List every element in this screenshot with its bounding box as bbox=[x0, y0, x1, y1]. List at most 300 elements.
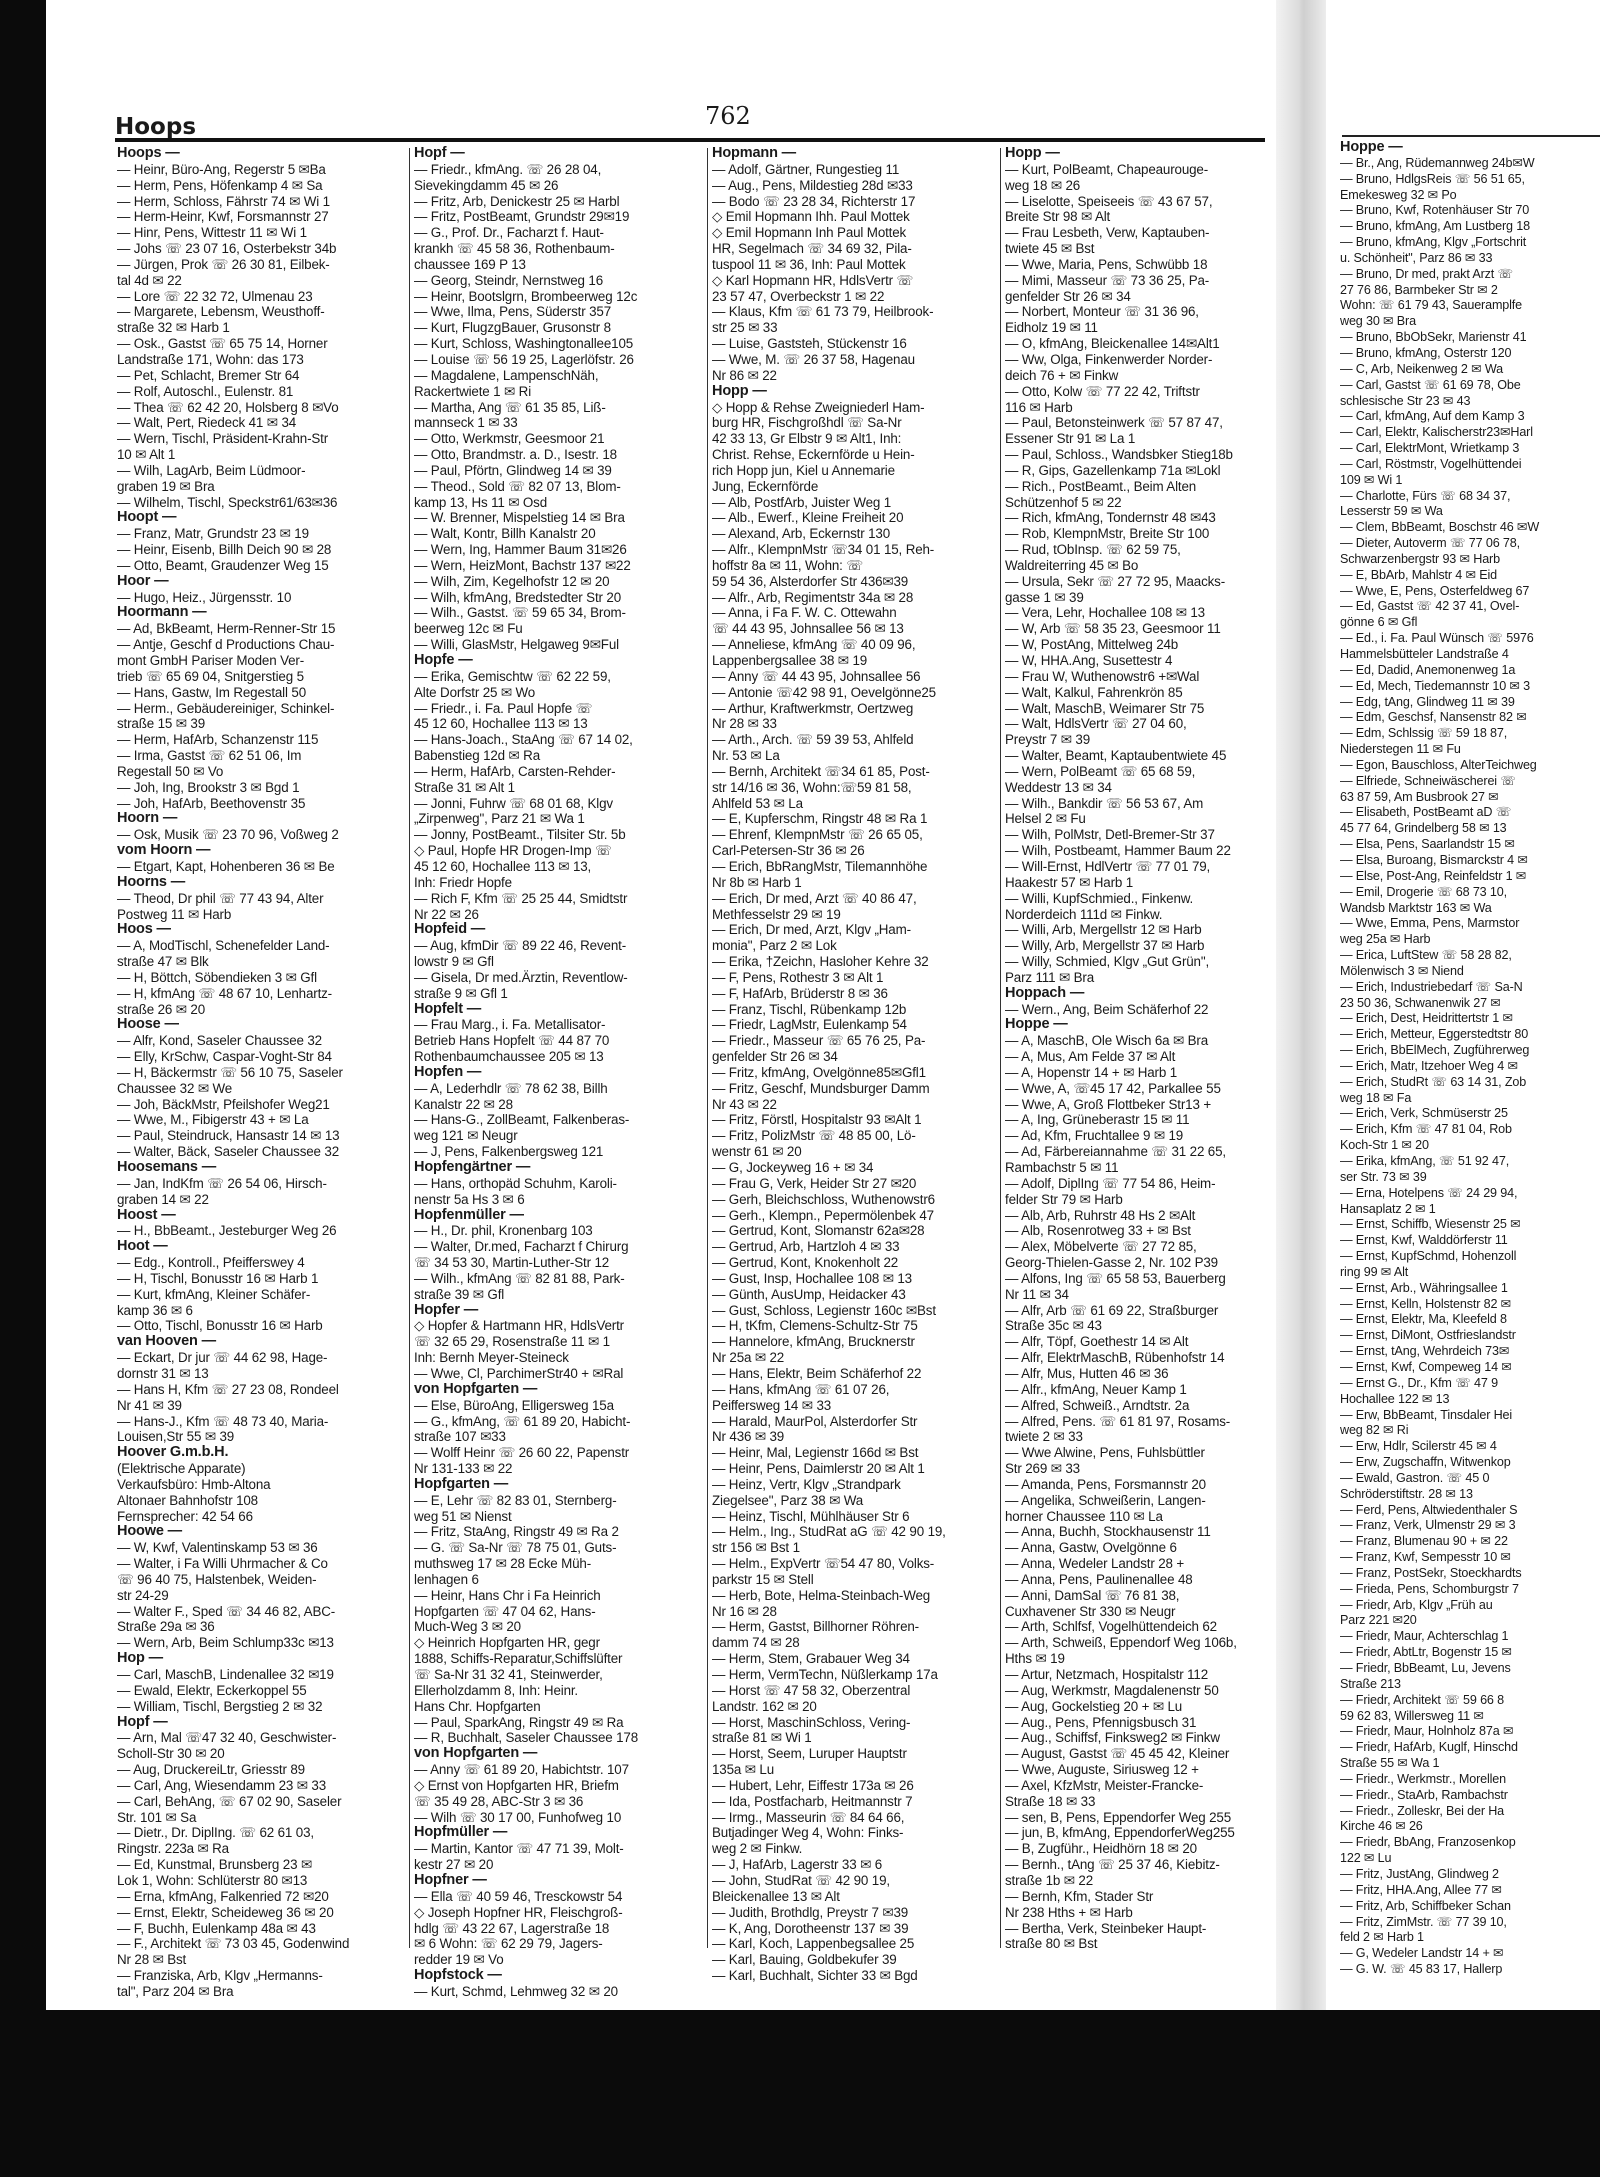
directory-entry-line: schlesische Str 23 ✉ 43 bbox=[1340, 393, 1471, 408]
directory-entry-line: — Willy, Schmied, Klgv „Gut Grün", bbox=[1005, 954, 1210, 970]
directory-entry-line: — Magdalene, LampenschNäh, bbox=[414, 367, 599, 383]
directory-entry-line: — Anni, DamSal ☏ 76 81 38, bbox=[1005, 1587, 1180, 1603]
directory-entry-line: Hopfgarten — bbox=[414, 1476, 509, 1492]
directory-entry-line: — Herm, Schloss, Fährstr 74 ✉ Wi 1 bbox=[117, 193, 330, 209]
directory-entry-line: — Liselotte, Speiseeis ☏ 43 67 57, bbox=[1005, 193, 1213, 209]
directory-entry-line: — Joh, HafArb, Beethovenstr 35 bbox=[117, 795, 306, 811]
directory-entry-line: — Alfred, Schweiß., Arndtstr. 2a bbox=[1005, 1397, 1190, 1413]
directory-entry-line: — H, Bäckermstr ☏ 56 10 75, Saseler bbox=[117, 1064, 343, 1080]
directory-entry-line: — William, Tischl, Bergstieg 2 ✉ 32 bbox=[117, 1698, 323, 1714]
page-number: 762 bbox=[705, 102, 751, 130]
directory-entry-line: — W. Brenner, Mispelstieg 14 ✉ Bra bbox=[414, 510, 625, 526]
directory-entry-line: hdlg ☏ 43 22 67, Lagerstraße 18 bbox=[414, 1920, 610, 1936]
directory-entry-line: — Gertrud, Arb, Hartzloh 4 ✉ 33 bbox=[712, 1239, 900, 1255]
directory-entry-line: — Erw, Zugschaffn, Witwenkop bbox=[1340, 1455, 1511, 1470]
header-rule bbox=[115, 138, 1265, 142]
directory-entry-line: — O, kfmAng, Bleickenallee 14✉Alt1 bbox=[1005, 336, 1220, 352]
directory-entry-line: — Carl, ElektrMont, Wrietkamp 3 bbox=[1340, 441, 1520, 456]
directory-entry-line: Alte Dorfstr 25 ✉ Wo bbox=[414, 684, 536, 700]
directory-entry-line: — Friedr, Maur, Achterschlag 1 bbox=[1340, 1629, 1509, 1644]
directory-entry-line: ◇ Emil Hopmann Ihh. Paul Mottek bbox=[712, 209, 910, 225]
directory-entry-line: weg 2 ✉ Finkw. bbox=[712, 1841, 803, 1857]
directory-entry-line: — Walter, Beamt, Kaptaubentwiete 45 bbox=[1005, 748, 1227, 764]
directory-entry-line: — Ernst, Elektr, Ma, Kleefeld 8 bbox=[1340, 1312, 1507, 1327]
directory-entry-line: — Anna, Pens, Paulinenallee 48 bbox=[1005, 1571, 1193, 1587]
directory-entry-line: weg 51 ✉ Nienst bbox=[414, 1508, 512, 1524]
directory-entry-line: — Herm., Gebäudereiniger, Schinkel- bbox=[117, 700, 335, 716]
directory-entry-line: — Aug., Pens, Mildestieg 28d ✉33 bbox=[712, 177, 913, 193]
directory-entry-line: lowstr 9 ✉ Gfl bbox=[414, 954, 494, 970]
directory-entry-line: — Helm., Ing., StudRat aG ☏ 42 90 19, bbox=[712, 1524, 946, 1540]
directory-entry-line: — Heinr, Pens, Daimlerstr 20 ✉ Alt 1 bbox=[712, 1461, 925, 1477]
directory-entry-line: — Otto, Brandmstr. a. D., Isestr. 18 bbox=[414, 447, 617, 463]
directory-entry-line: — A, MaschB, Ole Wisch 6a ✉ Bra bbox=[1005, 1033, 1209, 1049]
directory-entry-line: Wohn: ☏ 61 79 43, Saueramplfe bbox=[1340, 298, 1522, 313]
directory-entry-line: — Ed, Gastst ☏ 42 37 41, Ovel- bbox=[1340, 599, 1520, 614]
directory-entry-line: — Kurt, Schmd, Lehmweg 32 ✉ 20 bbox=[414, 1983, 618, 1999]
directory-entry-line: 23 57 47, Overbeckstr 1 ✉ 22 bbox=[712, 288, 885, 304]
directory-entry-line: — Wilh, Postbeamt, Hammer Baum 22 bbox=[1005, 843, 1231, 859]
adjacent-page-column bbox=[1340, 140, 1598, 1978]
directory-entry-line: — Ewald, Elektr, Eckerkoppel 55 bbox=[117, 1682, 307, 1698]
directory-entry-line: — G., kfmAng, ☏ 61 89 20, Habicht- bbox=[414, 1413, 631, 1429]
directory-entry-line: weg 30 ✉ Bra bbox=[1340, 314, 1416, 329]
directory-entry-line: — Artur, Netzmach, Hospitalstr 112 bbox=[1005, 1667, 1209, 1682]
directory-entry-line: Ringstr. 223a ✉ Ra bbox=[117, 1841, 229, 1857]
directory-entry-line: — Erich, BbRangMstr, Tilemannhöhe bbox=[712, 858, 928, 874]
directory-entry-line: weg 25a ✉ Harb bbox=[1340, 932, 1431, 947]
directory-entry-line: Straße 213 bbox=[1340, 1676, 1401, 1691]
directory-entry-line: 45 12 60, Hochallee 113 ✉ 13, bbox=[414, 858, 592, 874]
directory-entry-line: — Ed, Mech, Tiedemannstr 10 ✉ 3 bbox=[1340, 678, 1530, 693]
directory-entry-line: Hoover G.m.b.H. bbox=[117, 1445, 229, 1461]
directory-entry-line: van Hooven — bbox=[117, 1334, 216, 1350]
directory-column-1 bbox=[117, 146, 399, 2000]
directory-entry-line: Nr. 53 ✉ La bbox=[712, 748, 780, 764]
directory-entry-line: — Erich, Dr med, Arzt, Klgv „Ham- bbox=[712, 922, 911, 938]
directory-entry-line: — F., Architekt ☏ 73 03 45, Godenwind bbox=[117, 1936, 350, 1952]
directory-entry-line: graben 14 ✉ 22 bbox=[117, 1191, 209, 1207]
directory-entry-line: Hoopt — bbox=[117, 510, 177, 526]
directory-entry-line: Hoos — bbox=[117, 922, 171, 938]
column-divider bbox=[707, 148, 708, 1948]
directory-entry-line: — A, Mus, Am Felde 37 ✉ Alt bbox=[1005, 1049, 1176, 1065]
directory-entry-line: straße 39 ✉ Gfl bbox=[414, 1286, 505, 1302]
directory-entry-line: — Friedr., i. Fa. Paul Hopfe ☏ bbox=[414, 700, 593, 716]
directory-entry-line: — Elsa, Pens, Saarlandstr 15 ✉ bbox=[1340, 837, 1515, 852]
directory-entry-line: — Ernst, DiMont, Ostfrieslandstr bbox=[1340, 1328, 1516, 1343]
column-divider bbox=[409, 148, 410, 1948]
directory-entry-line: — H, kfmAng ☏ 48 67 10, Lenhartz- bbox=[117, 985, 332, 1001]
adjacent-page bbox=[1330, 130, 1600, 2010]
directory-entry-line: Hop — bbox=[117, 1651, 163, 1667]
directory-entry-line: — Frau Lesbeth, Verw, Kaptauben- bbox=[1005, 225, 1210, 241]
directory-entry-line: weg 121 ✉ Neugr bbox=[414, 1128, 518, 1144]
directory-entry-line: rich Hopp jun, Kiel u Annemarie bbox=[712, 462, 895, 478]
directory-entry-line: graben 19 ✉ Bra bbox=[117, 478, 215, 494]
directory-entry-line: ☏ 44 43 95, Johnsallee 56 ✉ 13 bbox=[712, 621, 904, 637]
directory-entry-line: Regestall 50 ✉ Vo bbox=[117, 763, 224, 779]
directory-entry-line: hoffstr 8a ✉ 11, Wohn: ☏ bbox=[712, 557, 863, 573]
directory-entry-line: — Erich, BbElMech, Zugführerweg bbox=[1340, 1043, 1530, 1058]
directory-entry-line: — Walter F., Sped ☏ 34 46 82, ABC- bbox=[117, 1603, 336, 1619]
directory-entry-line: — E, BbArb, Mahlstr 4 ✉ Eid bbox=[1340, 567, 1497, 582]
directory-entry-line: — Alfr., KlempnMstr ☏34 01 15, Reh- bbox=[712, 542, 935, 558]
directory-entry-line: Rothenbaumchaussee 205 ✉ 13 bbox=[414, 1049, 604, 1065]
directory-entry-line: — Ad, Färbereiannahme ☏ 31 22 65, bbox=[1005, 1144, 1226, 1160]
directory-entry-line: gasse 1 ✉ 39 bbox=[1005, 589, 1084, 605]
directory-entry-line: — Wwe, Ilma, Pens, Süderstr 357 bbox=[414, 304, 612, 320]
directory-entry-line: — Friedr., Werkmstr., Morellen bbox=[1340, 1771, 1507, 1786]
directory-entry-line: — Aug, DruckereiLtr, Griesstr 89 bbox=[117, 1762, 305, 1778]
directory-entry-line: — Friedr., Masseur ☏ 65 76 25, Pa- bbox=[712, 1033, 926, 1049]
directory-entry-line: — Heinr, Bootslgrn, Brombeerweg 12c bbox=[414, 288, 638, 304]
directory-entry-line: — Otto, Kolw ☏ 77 22 42, Triftstr bbox=[1005, 383, 1200, 399]
directory-entry-line: — E, Kupferschm, Ringstr 48 ✉ Ra 1 bbox=[712, 811, 928, 827]
directory-entry-line: — Erich, Metteur, Eggerstedtstr 80 bbox=[1340, 1027, 1529, 1042]
directory-entry-line: — Ed, Dadid, Anemonenweg 1a bbox=[1340, 662, 1516, 677]
directory-entry-line: — G, Jockeyweg 16 + ✉ 34 bbox=[712, 1160, 874, 1175]
directory-entry-line: — G. ☏ Sa-Nr ☏ 78 75 01, Guts- bbox=[414, 1540, 617, 1556]
directory-entry-line: ◇ Hopfer & Hartmann HR, HdlsVertr bbox=[414, 1318, 624, 1334]
directory-entry-line: — Theod., Sold ☏ 82 07 13, Blom- bbox=[414, 478, 621, 494]
directory-entry-line: — Theod, Dr phil ☏ 77 43 94, Alter bbox=[117, 890, 324, 906]
directory-entry-line: — Friedr, LagMstr, Eulenkamp 54 bbox=[712, 1017, 907, 1033]
directory-entry-line: — Alfr, Mus, Hutten 46 ✉ 36 bbox=[1005, 1365, 1169, 1381]
directory-entry-line: — Rich, kfmAng, Tondernstr 48 ✉43 bbox=[1005, 510, 1216, 526]
directory-entry-line: Nr 16 ✉ 28 bbox=[712, 1603, 777, 1619]
directory-entry-line: — Arn, Mal ☏47 32 40, Geschwister- bbox=[117, 1730, 337, 1746]
directory-entry-line: — Louise ☏ 56 19 25, Lagerlöfstr. 26 bbox=[414, 351, 634, 367]
directory-entry-line: Nr 131-133 ✉ 22 bbox=[414, 1461, 513, 1477]
directory-entry-line: — Heinr, Mal, Legienstr 166d ✉ Bst bbox=[712, 1445, 919, 1461]
directory-entry-line: — Carl, Röstmstr, Vogelhüttendei bbox=[1340, 456, 1522, 471]
directory-entry-line: felder Str 79 ✉ Harb bbox=[1005, 1191, 1123, 1207]
directory-entry-line: — Otto, Werkmstr, Geesmoor 21 bbox=[414, 431, 605, 447]
directory-entry-line: Lappenbergsallee 38 ✉ 19 bbox=[712, 653, 868, 668]
directory-entry-line: — Erich, StudRt ☏ 63 14 31, Zob bbox=[1340, 1074, 1527, 1089]
directory-entry-line: monia", Parz 2 ✉ Lok bbox=[712, 938, 837, 954]
directory-entry-line: — Aug, Werkmstr, Magdalenenstr 50 bbox=[1005, 1682, 1219, 1698]
directory-entry-line: — Antonie ☏42 98 91, Oevelgönne25 bbox=[712, 684, 936, 700]
directory-entry-line: — Bruno, HdlgsReis ☏ 56 51 65, bbox=[1340, 171, 1525, 186]
directory-entry-line: — Walt, HdlsVertr ☏ 27 04 60, bbox=[1005, 716, 1187, 732]
directory-entry-line: — Anny ☏ 61 89 20, Habichtstr. 107 bbox=[414, 1762, 629, 1778]
directory-entry-line: — Franz, Verk, Ulmenstr 29 ✉ 3 bbox=[1340, 1518, 1516, 1533]
directory-entry-line: — A, ModTischl, Schenefelder Land- bbox=[117, 938, 330, 954]
directory-entry-line: twiete 2 ✉ 33 bbox=[1005, 1429, 1083, 1445]
directory-entry-line: — Martin, Kantor ☏ 47 71 39, Molt- bbox=[414, 1841, 624, 1857]
directory-entry-line: — Paul, SparkAng, Ringstr 49 ✉ Ra bbox=[414, 1714, 624, 1730]
directory-entry-line: — Wwe, M., Fibigerstr 43 + ✉ La bbox=[117, 1112, 309, 1128]
directory-entry-line: — Karl, Koch, Lappenbegsallee 25 bbox=[712, 1936, 915, 1952]
directory-entry-line: — Walt, Kalkul, Fahrenkrön 85 bbox=[1005, 684, 1183, 700]
directory-entry-line: — Alfr, Arb ☏ 61 69 22, Straßburger bbox=[1005, 1302, 1219, 1318]
directory-entry-line: Jung, Eckernförde bbox=[712, 478, 819, 494]
directory-entry-line: — Gisela, Dr med.Ärztin, Reventlow- bbox=[414, 969, 628, 985]
directory-entry-line: — Wilh ☏ 30 17 00, Funhofweg 10 bbox=[414, 1809, 622, 1825]
directory-entry-line: — C, Arb, Neikenweg 2 ✉ Wa bbox=[1340, 361, 1503, 376]
directory-entry-line: burg HR, Fischgroßhdl ☏ Sa-Nr bbox=[712, 415, 902, 431]
directory-entry-line: — Helm., ExpVertr ☏54 47 80, Volks- bbox=[712, 1556, 935, 1572]
directory-entry-line: — Alex, Möbelverte ☏ 27 72 85, bbox=[1005, 1239, 1197, 1255]
directory-entry-line: Verkaufsbüro: Hmb-Altona bbox=[117, 1476, 271, 1492]
directory-entry-line: straße 81 ✉ Wi 1 bbox=[712, 1730, 812, 1746]
directory-entry-line: — Wilhelm, Tischl, Speckstr61/63✉36 bbox=[117, 494, 338, 510]
directory-entry-line: ◇ Joseph Hopfner HR, Fleischgroß- bbox=[414, 1904, 623, 1920]
directory-entry-line: Hoppe — bbox=[1340, 140, 1403, 155]
directory-entry-line: — F, HafArb, Brüderstr 8 ✉ 36 bbox=[712, 985, 888, 1001]
directory-entry-line: Hoorns — bbox=[117, 874, 186, 890]
directory-entry-line: — Kurt, Schloss, Washingtonallee105 bbox=[414, 336, 634, 352]
directory-entry-line: — Walter, Dr.med, Facharzt f Chirurg bbox=[414, 1239, 629, 1255]
directory-column-3 bbox=[712, 146, 995, 1984]
directory-entry-line: Weddestr 13 ✉ 34 bbox=[1005, 779, 1112, 795]
directory-entry-line: — Horst, Seem, Luruper Hauptstr bbox=[712, 1746, 907, 1762]
running-head: Hoops bbox=[115, 114, 197, 140]
directory-entry-line: beerweg 12c ✉ Fu bbox=[414, 621, 523, 637]
directory-entry-line: von Hopfgarten — bbox=[414, 1381, 538, 1397]
directory-entry-line: 59 62 83, Willersweg 11 ✉ bbox=[1340, 1708, 1484, 1723]
directory-entry-line: ✉ 6 Wohn: ☏ 62 29 79, Jagers- bbox=[414, 1936, 603, 1952]
directory-entry-line: straße 15 ✉ 39 bbox=[117, 716, 206, 732]
directory-entry-line: Niederstegen 11 ✉ Fu bbox=[1340, 742, 1461, 757]
directory-entry-line: — Franz, Matr, Grundstr 23 ✉ 19 bbox=[117, 526, 309, 542]
directory-entry-line: ◇ Paul, Hopfe HR Drogen-Imp ☏ bbox=[414, 843, 612, 859]
directory-entry-line: kamp 36 ✉ 6 bbox=[117, 1302, 193, 1318]
directory-entry-line: — Friedr, HafArb, Kuglf, Hinschd bbox=[1340, 1740, 1518, 1755]
directory-entry-line: — Elfriede, Schneiwäscherei ☏ bbox=[1340, 773, 1516, 788]
directory-entry-line: — Friedr, BbBeamt, Lu, Jevens bbox=[1340, 1661, 1511, 1675]
directory-entry-line: — Ernst, Kwf, Compeweg 14 ✉ bbox=[1340, 1359, 1512, 1374]
directory-entry-line: — Adolf, DiplIng ☏ 77 54 86, Heim- bbox=[1005, 1175, 1216, 1191]
directory-entry-line: — Wilh, LagArb, Beim Lüdmoor- bbox=[117, 462, 306, 478]
scan-border-bottom bbox=[0, 2010, 1600, 2177]
directory-entry-line: — Fritz, PostBeamt, Grundstr 29✉19 bbox=[414, 209, 630, 225]
directory-entry-line: ring 99 ✉ Alt bbox=[1340, 1264, 1409, 1279]
directory-entry-line: — Hans-Joach., StaAng ☏ 67 14 02, bbox=[414, 732, 633, 748]
directory-entry-line: Christ. Rehse, Eckernförde u Hein- bbox=[712, 447, 915, 463]
directory-entry-line: — Friedr., kfmAng. ☏ 26 28 04, bbox=[414, 161, 602, 177]
directory-entry-line: — Alb, Arb, Ruhrstr 48 Hs 2 ✉Alt bbox=[1005, 1207, 1196, 1223]
directory-entry-line: — Wern, Arb, Beim Schlump33c ✉13 bbox=[117, 1635, 334, 1651]
directory-entry-line: — Paul, Pförtn, Glindweg 14 ✉ 39 bbox=[414, 462, 612, 478]
directory-entry-line: — John, StudRat ☏ 42 90 19, bbox=[712, 1872, 890, 1888]
directory-entry-line: — F, Buchh, Eulenkamp 48a ✉ 43 bbox=[117, 1920, 316, 1936]
directory-entry-line: Eidholz 19 ✉ 11 bbox=[1005, 320, 1098, 336]
directory-entry-line: — Herm, HafArb, Schanzenstr 115 bbox=[117, 732, 319, 748]
directory-entry-line: str 14/16 ✉ 36, Wohn:☏59 81 58, bbox=[712, 779, 912, 795]
directory-entry-line: Postweg 11 ✉ Harb bbox=[117, 906, 232, 922]
directory-entry-line: — Heinz, Tischl, Mühlhäuser Str 6 bbox=[712, 1508, 910, 1524]
directory-entry-line: — Gust, Schloss, Legienstr 160c ✉Bst bbox=[712, 1302, 936, 1318]
directory-entry-line: kamp 13, Hs 11 ✉ Osd bbox=[414, 494, 548, 510]
directory-entry-line: Hopfen — bbox=[414, 1064, 482, 1080]
directory-entry-line: Schwarzenbergstr 93 ✉ Harb bbox=[1340, 551, 1500, 566]
directory-entry-line: Much-Weg 3 ✉ 20 bbox=[414, 1619, 521, 1635]
directory-entry-line: — G, Wedeler Landstr 14 + ✉ bbox=[1340, 1946, 1504, 1961]
directory-entry-line: — Erich, Verk, Schmüserstr 25 bbox=[1340, 1106, 1508, 1121]
directory-entry-line: — Wilh., Gastst. ☏ 59 65 34, Brom- bbox=[414, 605, 626, 621]
directory-entry-line: — Herm, Stem, Grabauer Weg 34 bbox=[712, 1651, 910, 1667]
directory-entry-line: — Alfr., kfmAng, Neuer Kamp 1 bbox=[1005, 1381, 1187, 1397]
directory-entry-line: — Wolff Heinr ☏ 26 60 22, Papenstr bbox=[414, 1445, 630, 1461]
directory-entry-line: Hopf — bbox=[117, 1714, 168, 1730]
directory-entry-line: — Br., Ang, Rüdemannweg 24b✉W bbox=[1340, 155, 1535, 170]
directory-entry-line: HR, Segelmach ☏ 34 69 32, Pila- bbox=[712, 241, 912, 257]
directory-entry-line: — H., Dr. phil, Kronenbarg 103 bbox=[414, 1223, 593, 1239]
directory-entry-line: Hoops — bbox=[117, 146, 180, 161]
directory-entry-line: Nr 22 ✉ 26 bbox=[414, 906, 479, 922]
directory-entry-line: ☏ 32 65 29, Rosenstraße 11 ✉ 1 bbox=[414, 1334, 610, 1350]
directory-entry-line: — W, HHA.Ang, Susettestr 4 bbox=[1005, 653, 1173, 668]
directory-entry-line: Hopfenmüller — bbox=[414, 1207, 524, 1223]
directory-entry-line: — Friedr, Architekt ☏ 59 66 8 bbox=[1340, 1692, 1504, 1707]
directory-entry-line: — Franz, PostSekr, Stoeckhardts bbox=[1340, 1565, 1522, 1580]
directory-entry-line: Ahlfeld 53 ✉ La bbox=[712, 795, 803, 811]
directory-entry-line: — Aug, Gockelstieg 20 + ✉ Lu bbox=[1005, 1698, 1183, 1714]
directory-entry-line: — A, Hopenstr 14 + ✉ Harb 1 bbox=[1005, 1064, 1178, 1080]
directory-entry-line: — Willi, GlasMstr, Helgaweg 9✉Ful bbox=[414, 637, 619, 653]
directory-entry-line: Preystr 7 ✉ 39 bbox=[1005, 732, 1091, 748]
directory-entry-line: — Bertha, Verk, Steinbeker Haupt- bbox=[1005, 1920, 1207, 1936]
directory-entry-line: — Bruno, BbObSekr, Marienstr 41 bbox=[1340, 330, 1527, 345]
directory-entry-line: Lesserstr 59 ✉ Wa bbox=[1340, 504, 1443, 519]
directory-entry-line: — Wern., Ang, Beim Schäferhof 22 bbox=[1005, 1001, 1209, 1017]
directory-entry-line: — sen, B, Pens, Eppendorfer Weg 255 bbox=[1005, 1809, 1232, 1825]
directory-entry-line: — Carl, MaschB, Lindenallee 32 ✉19 bbox=[117, 1667, 334, 1682]
directory-entry-line: Hochallee 122 ✉ 13 bbox=[1340, 1391, 1450, 1406]
directory-entry-line: — Osk., Gastst ☏ 65 75 14, Horner bbox=[117, 336, 328, 352]
directory-entry-line: — Rich., PostBeamt., Beim Alten bbox=[1005, 478, 1197, 494]
directory-entry-line: — Wilh, Zim, Kegelhofstr 12 ✉ 20 bbox=[414, 573, 610, 589]
directory-entry-line: Kanalstr 22 ✉ 28 bbox=[414, 1096, 513, 1112]
directory-entry-line: ☏ 34 53 30, Martin-Luther-Str 12 bbox=[414, 1255, 610, 1271]
directory-entry-line: — Willi, KupfSchmied., Finkenw. bbox=[1005, 890, 1194, 906]
directory-entry-line: — Elisabeth, PostBeamt aD ☏ bbox=[1340, 805, 1512, 820]
directory-entry-line: — Horst ☏ 47 58 32, Oberzentral bbox=[712, 1682, 911, 1698]
directory-entry-line: — G. W. ☏ 45 83 17, Hallerp bbox=[1340, 1962, 1503, 1977]
directory-entry-line: — Erica, LuftStew ☏ 58 28 82, bbox=[1340, 948, 1512, 963]
directory-entry-line: Fernsprecher: 42 54 66 bbox=[117, 1508, 253, 1524]
directory-entry-line: — Walter, i Fa Willi Uhrmacher & Co bbox=[117, 1556, 328, 1572]
directory-entry-line: Hoorn — bbox=[117, 811, 178, 827]
directory-entry-line: Hopfengärtner — bbox=[414, 1160, 531, 1175]
directory-entry-line: ☏ Sa-Nr 31 32 41, Steinwerder, bbox=[414, 1667, 603, 1682]
directory-entry-line: ◇ Hopp & Rehse Zweigniederl Ham- bbox=[712, 399, 925, 415]
directory-entry-line: Hoormann — bbox=[117, 605, 207, 621]
column-divider bbox=[1000, 148, 1001, 1948]
directory-entry-line: — R, Buchhalt, Saseler Chaussee 178 bbox=[414, 1730, 639, 1746]
directory-entry-line: straße 80 ✉ Bst bbox=[1005, 1936, 1098, 1952]
directory-entry-line: straße 26 ✉ 20 bbox=[117, 1001, 206, 1017]
directory-entry-line: — Willi, Arb, Mergellstr 12 ✉ Harb bbox=[1005, 922, 1202, 938]
directory-entry-line: — Walt, Kontr, Billh Kanalstr 20 bbox=[414, 526, 596, 542]
directory-entry-line: — Ed, Kunstmal, Brunsberg 23 ✉ bbox=[117, 1857, 313, 1873]
directory-entry-line: — Ursula, Sekr ☏ 27 72 95, Maacks- bbox=[1005, 573, 1226, 589]
directory-entry-line: — Dieter, Autoverm ☏ 77 06 78, bbox=[1340, 536, 1520, 551]
directory-entry-line: — Otto, Beamt, Graudenzer Weg 15 bbox=[117, 557, 329, 573]
directory-entry-line: Inh: Friedr Hopfe bbox=[414, 874, 512, 890]
directory-entry-line: Straße 55 ✉ Wa 1 bbox=[1340, 1756, 1440, 1771]
directory-entry-line: — Alfred, Pens. ☏ 61 81 97, Rosams- bbox=[1005, 1413, 1231, 1429]
directory-entry-line: — Edg, tAng, Glindweg 11 ✉ 39 bbox=[1340, 694, 1515, 709]
directory-entry-line: — Georg, Steindr, Nernstweg 16 bbox=[414, 272, 604, 288]
directory-entry-line: — Else, BüroAng, Elligersweg 15a bbox=[414, 1397, 614, 1413]
directory-entry-line: — Friedr., StaArb, Rambachstr bbox=[1340, 1787, 1508, 1802]
directory-entry-line: — Alfons, Ing ☏ 65 58 53, Bauerberg bbox=[1005, 1270, 1226, 1286]
directory-entry-line: str 24-29 bbox=[117, 1587, 169, 1603]
directory-entry-line: — Alb, Rosenrotweg 33 + ✉ Bst bbox=[1005, 1223, 1191, 1239]
directory-entry-line: Nr 43 ✉ 22 bbox=[712, 1096, 777, 1112]
directory-entry-line: Koch-Str 1 ✉ 20 bbox=[1340, 1138, 1429, 1153]
directory-entry-line: — Carl, Elektr, Kalischerstr23✉Harl bbox=[1340, 425, 1533, 440]
directory-entry-line: genfelder Str 26 ✉ 34 bbox=[1005, 288, 1131, 304]
directory-entry-line: — Else, Post-Ang, Reinfeldstr 1 ✉ bbox=[1340, 868, 1527, 883]
directory-entry-line: str 25 ✉ 33 bbox=[712, 320, 778, 336]
directory-entry-line: — Bruno, kfmAng, Klgv „Fortschrit bbox=[1340, 235, 1527, 250]
directory-entry-line: Straße 35c ✉ 43 bbox=[1005, 1318, 1102, 1334]
directory-entry-line: Hoppach — bbox=[1005, 985, 1085, 1001]
directory-entry-line: — Carl, Ang, Wiesendamm 23 ✉ 33 bbox=[117, 1777, 327, 1793]
directory-entry-line: dornstr 31 ✉ 13 bbox=[117, 1365, 209, 1381]
directory-entry-line: — Edg., Kontroll., Pfeifferswey 4 bbox=[117, 1255, 305, 1271]
directory-entry-line: Hopfgarten ☏ 47 04 62, Hans- bbox=[414, 1603, 596, 1619]
directory-entry-line: Hoowe — bbox=[117, 1524, 183, 1540]
directory-entry-line: — Anna, Buchh, Stockhausenstr 11 bbox=[1005, 1524, 1211, 1540]
directory-entry-line: 1888, Schiffs-Reparatur,Schiffslüfter bbox=[414, 1651, 623, 1667]
directory-entry-line: Hoosemans — bbox=[117, 1160, 217, 1175]
directory-entry-line: — Gertrud, Kont, Slomanstr 62a✉28 bbox=[712, 1223, 925, 1239]
directory-entry-line: — Gerh, Bleichschloss, Wuthenowstr6 bbox=[712, 1191, 935, 1207]
directory-entry-line: — Erna, Hotelpens ☏ 24 29 94, bbox=[1340, 1185, 1518, 1200]
directory-entry-line: — Frau G, Verk, Heider Str 27 ✉20 bbox=[712, 1175, 917, 1191]
directory-entry-line: — Wern, PolBeamt ☏ 65 68 59, bbox=[1005, 763, 1196, 779]
directory-entry-line: — Joh, BäckMstr, Pfeilshofer Weg21 bbox=[117, 1096, 330, 1112]
directory-entry-line: Babenstieg 12d ✉ Ra bbox=[414, 748, 540, 764]
directory-entry-line: — Bernh, Kfm, Stader Str bbox=[1005, 1888, 1154, 1904]
directory-entry-line: — Frau W, Wuthenowstr6 +✉Wal bbox=[1005, 668, 1200, 684]
directory-entry-line: — Hans, Elektr, Beim Schäferhof 22 bbox=[712, 1365, 922, 1381]
directory-entry-line: 122 ✉ Lu bbox=[1340, 1851, 1392, 1866]
directory-entry-line: Nr 238 Hths + ✉ Harb bbox=[1005, 1904, 1133, 1920]
directory-entry-line: — Ella ☏ 40 59 46, Tresckowstr 54 bbox=[414, 1888, 623, 1904]
directory-entry-line: — Frieda, Pens, Schomburgstr 7 bbox=[1340, 1581, 1519, 1596]
directory-entry-line: — Ehrenf, KlempnMstr ☏ 26 65 05, bbox=[712, 827, 923, 843]
directory-entry-line: Hopp — bbox=[1005, 146, 1060, 161]
directory-entry-line: — Bruno, kfmAng, Am Lustberg 18 bbox=[1340, 219, 1530, 234]
directory-entry-line: — Clem, BbBeamt, Boschstr 46 ✉W bbox=[1340, 520, 1540, 535]
directory-entry-line: damm 74 ✉ 28 bbox=[712, 1635, 800, 1651]
directory-entry-line: — Franz, Tischl, Rübenkamp 12b bbox=[712, 1001, 907, 1017]
directory-entry-line: — H, Böttch, Söbendieken 3 ✉ Gfl bbox=[117, 969, 317, 985]
directory-entry-line: — Hugo, Heiz., Jürgensstr. 10 bbox=[117, 589, 292, 605]
directory-entry-line: u. Schönheit", Parz 86 ✉ 33 bbox=[1340, 250, 1493, 265]
directory-entry-line: — Wilh, PolMstr, Detl-Bremer-Str 37 bbox=[1005, 827, 1215, 843]
directory-entry-line: Hopfelt — bbox=[414, 1001, 482, 1017]
directory-entry-line: — Ernst, Kelln, Holstenstr 82 ✉ bbox=[1340, 1296, 1512, 1311]
directory-entry-line: — Hans, Gastw, Im Regestall 50 bbox=[117, 684, 306, 700]
directory-entry-line: — H., BbBeamt., Jesteburger Weg 26 bbox=[117, 1223, 337, 1239]
directory-entry-line: trieb ☏ 65 69 04, Snitgerstieg 5 bbox=[117, 668, 304, 684]
directory-entry-line: tuspool 11 ✉ 36, Inh: Paul Mottek bbox=[712, 256, 906, 272]
directory-entry-line: lenhagen 6 bbox=[414, 1571, 479, 1587]
directory-entry-line: — Frau Marg., i. Fa. Metallisator- bbox=[414, 1017, 606, 1033]
directory-column-2 bbox=[414, 146, 698, 2000]
directory-entry-line: — Alb, PostfArb, Juister Weg 1 bbox=[712, 494, 892, 510]
directory-entry-line: Straße 29a ✉ 36 bbox=[117, 1619, 215, 1635]
directory-entry-line: parkstr 15 ✉ Stell bbox=[712, 1571, 814, 1587]
